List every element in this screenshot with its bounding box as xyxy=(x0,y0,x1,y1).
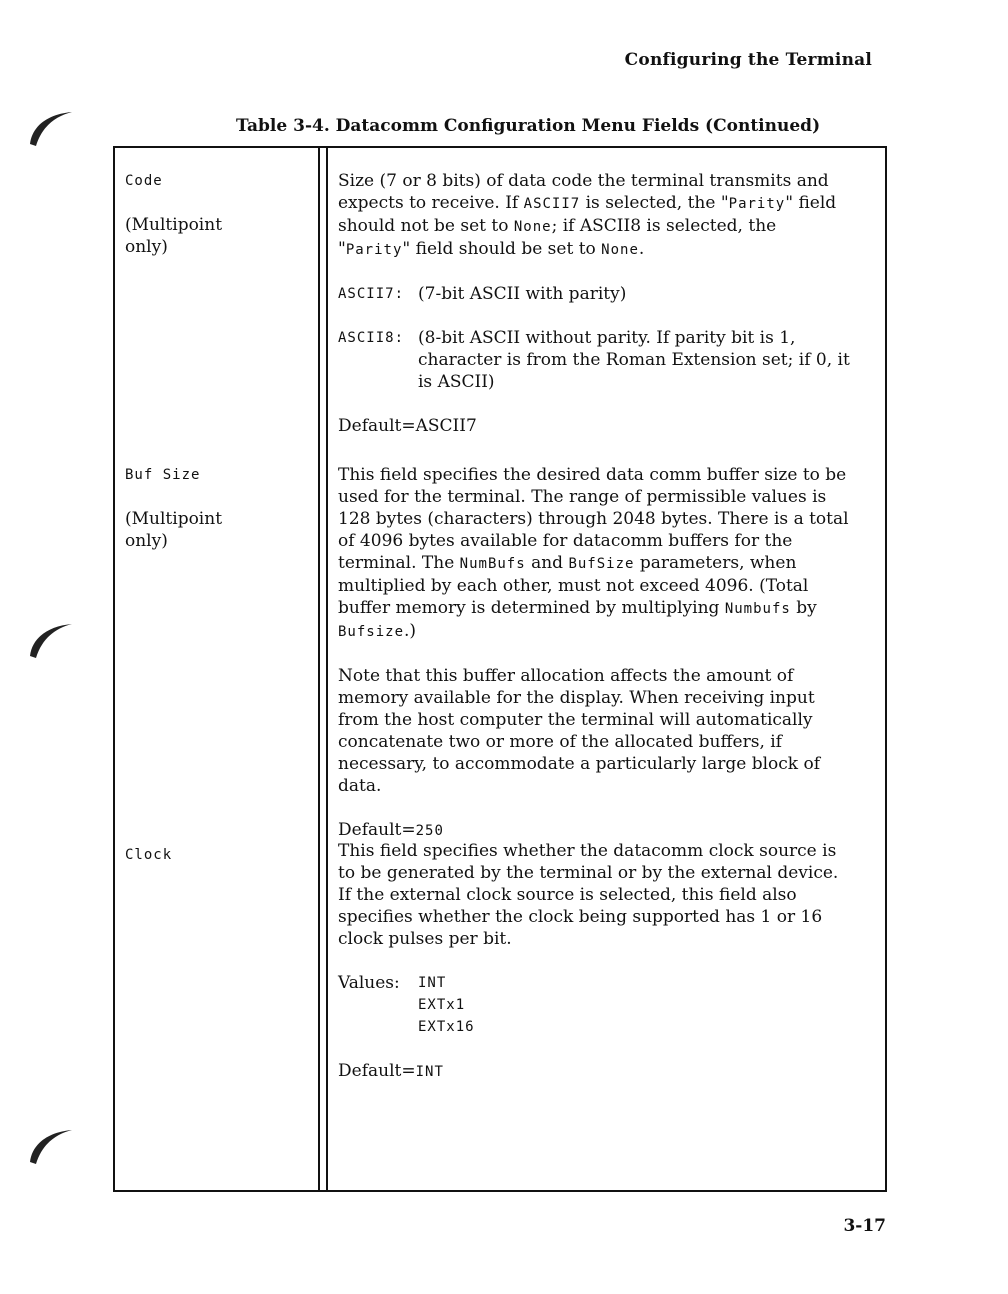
description-paragraph: Note that this buffer allocation affects the amount of memory available for the display. When receiving input from the host computer the terminal will automatically concatenate two or more of the allocated buffers, if necessary, to accommodate a particularly large block of data. xyxy=(338,666,821,796)
column-divider xyxy=(318,148,320,1190)
field-cell-code xyxy=(125,170,305,258)
value-option: INT xyxy=(418,975,447,991)
field-note: (Multipoint only) xyxy=(125,215,223,257)
value-option: EXTx1 xyxy=(418,997,466,1013)
default-value: Default=INT xyxy=(338,1061,444,1081)
option-ascii7: ASCII7: (7-bit ASCII with parity) xyxy=(338,284,627,304)
binder-hole-mark-icon xyxy=(26,108,78,150)
description-cell-clock xyxy=(338,840,850,1083)
page-number: 3-17 xyxy=(843,1216,886,1236)
description-cell-code xyxy=(338,170,850,437)
description-paragraph: This field specifies the desired data comm buffer size to be used for the terminal. The range of permissible values is 128 bytes (characters) through 2048 bytes. There is a total of 4096 bytes available for datacomm buffers for the terminal. The NumBufs and BufSize parameters, when multiplied by each other, must not exceed 4096. (Total buffer memory is determined by multiplying Numbufs by Bufsize.) xyxy=(338,465,849,641)
description-cell-buf-size xyxy=(338,464,850,842)
default-value: Default=ASCII7 xyxy=(338,416,477,436)
field-cell-clock xyxy=(125,844,305,866)
field-note: (Multipoint only) xyxy=(125,509,223,551)
description-paragraph: Size (7 or 8 bits) of data code the terminal transmits and expects to receive. If ASCII7 is selected, the "Parity" field should not be set to None; if ASCII8 is selected, the "Parity" field should be set to None. xyxy=(338,171,837,259)
field-name: Clock xyxy=(125,847,173,863)
running-head: Configuring the Terminal xyxy=(624,50,872,70)
binder-hole-mark-icon xyxy=(26,620,78,662)
column-divider xyxy=(326,148,328,1190)
field-name: Code xyxy=(125,173,163,189)
description-paragraph: This field specifies whether the datacomm clock source is to be generated by the terminal or by the external device. If the external clock source is selected, this field also specifies whether the clock being supported has 1 or 16 clock pulses per bit. xyxy=(338,841,839,949)
values-list: Values: INT EXTx1 EXTx16 xyxy=(338,972,850,1038)
config-table xyxy=(113,146,887,1192)
table-title: Table 3-4. Datacomm Configuration Menu Fields (Continued) xyxy=(236,116,821,136)
binder-hole-mark-icon xyxy=(26,1126,78,1168)
default-value: Default=250 xyxy=(338,820,444,840)
option-ascii8: ASCII8: (8-bit ASCII without parity. If parity bit is 1, character is from the Roman Extension set; if 0, it is ASCII) xyxy=(338,328,850,392)
value-option: EXTx16 xyxy=(418,1019,475,1035)
field-cell-buf-size xyxy=(125,464,305,552)
field-name: Buf Size xyxy=(125,467,201,483)
